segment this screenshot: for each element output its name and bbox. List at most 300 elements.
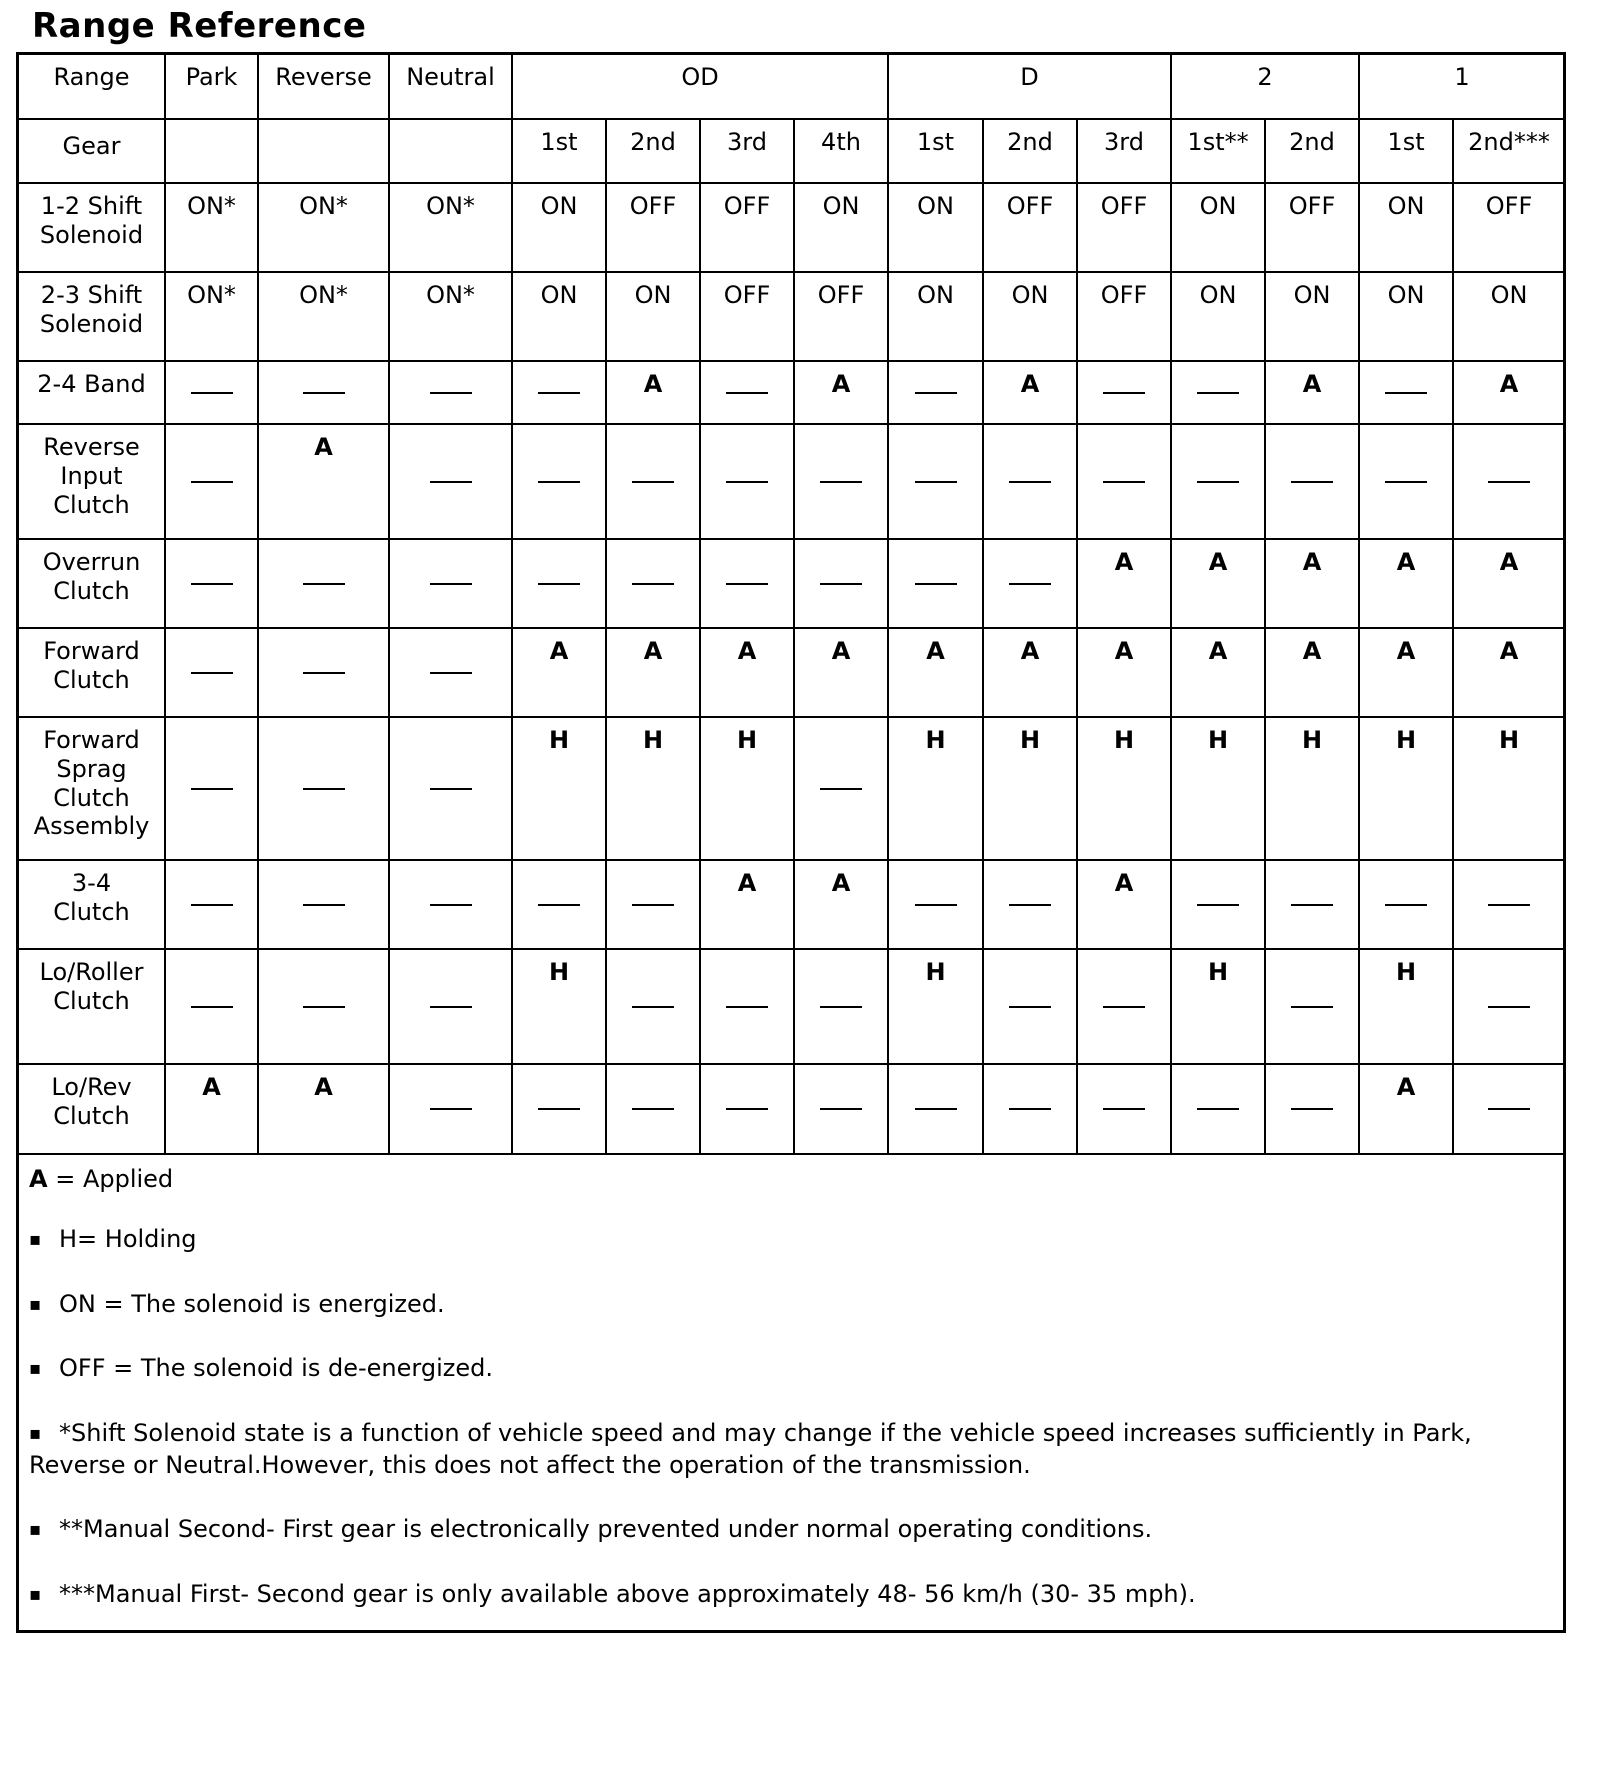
table-cell bbox=[389, 1064, 512, 1154]
table-cell bbox=[1265, 183, 1359, 272]
table-cell bbox=[983, 424, 1077, 539]
row-label: Reverse Input Clutch bbox=[19, 424, 165, 539]
table-cell bbox=[258, 1064, 389, 1154]
dash-wrap bbox=[1266, 425, 1358, 538]
dash-wrap bbox=[1078, 425, 1170, 538]
table-cell bbox=[512, 717, 606, 860]
cell-value: A bbox=[1396, 637, 1416, 665]
dash-wrap bbox=[166, 425, 257, 538]
cell-value: H bbox=[1207, 726, 1229, 754]
table-cell bbox=[389, 361, 512, 424]
dash-mark bbox=[538, 583, 580, 585]
dash-wrap bbox=[795, 425, 887, 538]
table-cell bbox=[258, 272, 389, 361]
table-cell bbox=[1265, 949, 1359, 1064]
gear-label: Gear bbox=[19, 119, 165, 183]
row-label: Overrun Clutch bbox=[19, 539, 165, 628]
table-cell bbox=[512, 1064, 606, 1154]
dash-wrap bbox=[1266, 861, 1358, 948]
table-cell bbox=[700, 361, 794, 424]
dash-mark bbox=[820, 481, 862, 483]
dash-mark bbox=[915, 1108, 957, 1110]
dash-mark bbox=[1291, 1108, 1333, 1110]
table-cell bbox=[1453, 860, 1564, 949]
dash-mark bbox=[538, 904, 580, 906]
dash-mark bbox=[1009, 1108, 1051, 1110]
table-cell bbox=[165, 424, 258, 539]
row-label: Forward Clutch bbox=[19, 628, 165, 717]
table-cell bbox=[1171, 1064, 1265, 1154]
legend-item bbox=[29, 1578, 1553, 1610]
gear-header-text: 1st bbox=[540, 128, 578, 156]
range-header-cell: 1 bbox=[1359, 55, 1564, 119]
cell-value: H bbox=[1113, 726, 1135, 754]
gear-header-text: 2nd*** bbox=[1468, 128, 1550, 156]
dash-mark bbox=[303, 788, 345, 790]
cell-value: A bbox=[1499, 637, 1519, 665]
dash-mark bbox=[820, 1006, 862, 1008]
table-cell bbox=[1359, 183, 1453, 272]
cell-value: OFF bbox=[1288, 192, 1336, 220]
cell-value: A bbox=[1396, 1073, 1416, 1101]
dash-mark bbox=[726, 583, 768, 585]
table-row bbox=[19, 1064, 1564, 1154]
dash-wrap bbox=[1454, 950, 1564, 1063]
gear-header-cell bbox=[165, 119, 258, 183]
gear-header-text: 1st bbox=[1387, 128, 1425, 156]
cell-value: H bbox=[642, 726, 664, 754]
dash-mark bbox=[915, 583, 957, 585]
table-cell bbox=[606, 1064, 700, 1154]
legend-item-text: H= Holding bbox=[59, 1225, 197, 1254]
legend-item bbox=[29, 1513, 1553, 1545]
table-cell bbox=[1453, 949, 1564, 1064]
legend-applied-text: = Applied bbox=[47, 1165, 174, 1193]
dash-wrap bbox=[390, 362, 511, 423]
dash-mark bbox=[430, 788, 472, 790]
cell-value: H bbox=[1019, 726, 1041, 754]
table-cell bbox=[1359, 628, 1453, 717]
cell-value: H bbox=[1498, 726, 1520, 754]
table-cell bbox=[512, 949, 606, 1064]
dash-mark bbox=[430, 1006, 472, 1008]
dash-wrap bbox=[513, 540, 605, 627]
table-cell bbox=[512, 361, 606, 424]
cell-value: ON* bbox=[299, 192, 348, 220]
table-row bbox=[19, 628, 1564, 717]
dash-mark bbox=[191, 788, 233, 790]
table-cell bbox=[606, 628, 700, 717]
dash-mark bbox=[538, 392, 580, 394]
dash-wrap bbox=[166, 362, 257, 423]
dash-wrap bbox=[1078, 362, 1170, 423]
dash-mark bbox=[191, 481, 233, 483]
table-cell bbox=[700, 949, 794, 1064]
table-cell bbox=[1171, 183, 1265, 272]
cell-value: ON bbox=[1199, 192, 1237, 220]
table-cell bbox=[165, 361, 258, 424]
cell-value: ON* bbox=[299, 281, 348, 309]
cell-value: ON bbox=[822, 192, 860, 220]
table-cell bbox=[389, 949, 512, 1064]
table-cell bbox=[1359, 272, 1453, 361]
table-cell bbox=[794, 272, 888, 361]
row-label: Lo/Rev Clutch bbox=[19, 1064, 165, 1154]
dash-mark bbox=[1385, 392, 1427, 394]
dash-wrap bbox=[166, 861, 257, 948]
cell-value: H bbox=[925, 726, 946, 754]
dash-mark bbox=[1197, 481, 1239, 483]
table-cell bbox=[165, 717, 258, 860]
cell-value: ON bbox=[1387, 281, 1425, 309]
table-cell bbox=[1171, 949, 1265, 1064]
table-cell bbox=[258, 361, 389, 424]
table-cell bbox=[258, 949, 389, 1064]
table-cell bbox=[606, 717, 700, 860]
dash-wrap bbox=[166, 629, 257, 716]
cell-value: A bbox=[926, 637, 945, 665]
table-cell bbox=[389, 628, 512, 717]
table-body bbox=[19, 55, 1564, 1154]
table-cell bbox=[389, 860, 512, 949]
dash-wrap bbox=[1454, 425, 1564, 538]
cell-value: OFF bbox=[1100, 281, 1148, 309]
cell-value: ON bbox=[540, 281, 578, 309]
dash-mark bbox=[1009, 1006, 1051, 1008]
bullet-icon: ▪ bbox=[29, 1422, 42, 1444]
legend-item bbox=[29, 1352, 1553, 1384]
table-cell bbox=[1265, 539, 1359, 628]
cell-value: A bbox=[643, 370, 663, 398]
page-title: Range Reference bbox=[32, 6, 367, 46]
table-cell bbox=[1453, 361, 1564, 424]
dash-wrap bbox=[984, 1065, 1076, 1153]
dash-mark bbox=[1488, 1006, 1530, 1008]
dash-wrap bbox=[259, 718, 388, 859]
gear-header-text: 4th bbox=[821, 128, 861, 156]
cell-value: OFF bbox=[817, 281, 865, 309]
table-cell bbox=[258, 539, 389, 628]
dash-mark bbox=[1009, 904, 1051, 906]
dash-mark bbox=[1009, 481, 1051, 483]
header-row-range bbox=[19, 55, 1564, 119]
table-cell bbox=[1453, 272, 1564, 361]
dash-wrap bbox=[390, 950, 511, 1063]
dash-wrap bbox=[259, 861, 388, 948]
table-cell bbox=[1265, 860, 1359, 949]
dash-wrap bbox=[984, 425, 1076, 538]
table-cell bbox=[1077, 361, 1171, 424]
dash-wrap bbox=[1454, 1065, 1564, 1153]
table-cell bbox=[606, 183, 700, 272]
dash-wrap bbox=[889, 540, 982, 627]
table-cell bbox=[888, 183, 983, 272]
cell-value: ON bbox=[540, 192, 578, 220]
cell-value: A bbox=[1114, 869, 1134, 897]
dash-wrap bbox=[1172, 362, 1264, 423]
dash-mark bbox=[303, 672, 345, 674]
dash-wrap bbox=[889, 425, 982, 538]
dash-mark bbox=[1385, 481, 1427, 483]
cell-value: A bbox=[1114, 548, 1134, 576]
table-cell bbox=[700, 1064, 794, 1154]
cell-value: A bbox=[1499, 370, 1519, 398]
table-cell bbox=[1171, 717, 1265, 860]
dash-wrap bbox=[795, 540, 887, 627]
cell-value: H bbox=[548, 958, 570, 986]
cell-value: ON* bbox=[187, 281, 236, 309]
dash-mark bbox=[632, 1108, 674, 1110]
dash-mark bbox=[726, 1108, 768, 1110]
dash-wrap bbox=[1172, 861, 1264, 948]
table-cell bbox=[983, 361, 1077, 424]
table-cell bbox=[1359, 949, 1453, 1064]
dash-mark bbox=[1103, 481, 1145, 483]
cell-value: A bbox=[1114, 637, 1134, 665]
row-label: 3-4 Clutch bbox=[19, 860, 165, 949]
gear-header-text: 2nd bbox=[1289, 128, 1335, 156]
row-label: Forward Sprag Clutch Assembly bbox=[19, 717, 165, 860]
dash-wrap bbox=[390, 861, 511, 948]
table-cell bbox=[983, 628, 1077, 717]
legend-item bbox=[29, 1288, 1553, 1320]
dash-wrap bbox=[1360, 861, 1452, 948]
dash-wrap bbox=[1360, 362, 1452, 423]
cell-value: ON bbox=[1387, 192, 1425, 220]
gear-header-cell bbox=[1077, 119, 1171, 183]
cell-value: A bbox=[1302, 370, 1322, 398]
table-cell bbox=[794, 860, 888, 949]
row-label: 2-3 Shift Solenoid bbox=[19, 272, 165, 361]
table-cell bbox=[165, 628, 258, 717]
table-cell bbox=[1359, 860, 1453, 949]
dash-mark bbox=[191, 583, 233, 585]
gear-header-cell bbox=[700, 119, 794, 183]
dash-mark bbox=[191, 392, 233, 394]
cell-value: ON bbox=[1490, 281, 1528, 309]
table-cell bbox=[1077, 717, 1171, 860]
dash-mark bbox=[1488, 904, 1530, 906]
dash-wrap bbox=[1078, 1065, 1170, 1153]
dash-mark bbox=[430, 1108, 472, 1110]
table-cell bbox=[700, 539, 794, 628]
bullet-icon: ▪ bbox=[29, 1519, 42, 1541]
table-cell bbox=[983, 539, 1077, 628]
table-cell bbox=[1453, 539, 1564, 628]
table-cell bbox=[258, 717, 389, 860]
table-cell bbox=[700, 717, 794, 860]
dash-wrap bbox=[984, 540, 1076, 627]
row-label: 2-4 Band bbox=[19, 361, 165, 424]
dash-mark bbox=[820, 583, 862, 585]
cell-value: OFF bbox=[723, 281, 771, 309]
legend-applied-key: A bbox=[29, 1165, 48, 1193]
dash-mark bbox=[632, 1006, 674, 1008]
table-cell bbox=[983, 860, 1077, 949]
table-cell bbox=[888, 361, 983, 424]
dash-mark bbox=[191, 1006, 233, 1008]
cell-value: A bbox=[831, 869, 851, 897]
legend-items bbox=[29, 1223, 1553, 1610]
cell-value: A bbox=[1020, 370, 1040, 398]
table-cell bbox=[794, 539, 888, 628]
table-cell bbox=[606, 949, 700, 1064]
legend-item bbox=[29, 1417, 1553, 1482]
dash-wrap bbox=[166, 718, 257, 859]
dash-wrap bbox=[607, 861, 699, 948]
table-row bbox=[19, 424, 1564, 539]
gear-header-text: 1st bbox=[916, 128, 955, 156]
dash-wrap bbox=[984, 950, 1076, 1063]
dash-wrap bbox=[889, 362, 982, 423]
table-cell bbox=[794, 183, 888, 272]
dash-wrap bbox=[1172, 425, 1264, 538]
cell-value: A bbox=[1302, 637, 1322, 665]
dash-mark bbox=[303, 1006, 345, 1008]
table-cell bbox=[1359, 717, 1453, 860]
table-cell bbox=[389, 424, 512, 539]
dash-mark bbox=[1291, 904, 1333, 906]
table-cell bbox=[700, 628, 794, 717]
range-header-cell: Reverse bbox=[258, 55, 389, 119]
gear-header-cell bbox=[1359, 119, 1453, 183]
legend-item-text: OFF = The solenoid is de-energized. bbox=[59, 1354, 493, 1383]
dash-mark bbox=[726, 481, 768, 483]
cell-value: H bbox=[1207, 958, 1229, 986]
table-cell bbox=[794, 361, 888, 424]
table-row bbox=[19, 860, 1564, 949]
dash-wrap bbox=[513, 1065, 605, 1153]
table-cell bbox=[1453, 183, 1564, 272]
dash-mark bbox=[1385, 904, 1427, 906]
dash-mark bbox=[538, 1108, 580, 1110]
range-header-cell: D bbox=[888, 55, 1171, 119]
cell-value: A bbox=[549, 637, 569, 665]
table-cell bbox=[983, 272, 1077, 361]
gear-header-cell bbox=[1171, 119, 1265, 183]
cell-value: A bbox=[1302, 548, 1322, 576]
dash-mark bbox=[430, 583, 472, 585]
table-cell bbox=[888, 272, 983, 361]
dash-wrap bbox=[889, 1065, 982, 1153]
table-cell bbox=[1453, 628, 1564, 717]
cell-value: A bbox=[831, 370, 851, 398]
cell-value: OFF bbox=[1006, 192, 1054, 220]
dash-mark bbox=[632, 904, 674, 906]
table-cell bbox=[165, 539, 258, 628]
dash-mark bbox=[632, 481, 674, 483]
range-header-cell: 2 bbox=[1171, 55, 1359, 119]
table-cell bbox=[512, 272, 606, 361]
legend-applied bbox=[29, 1163, 1553, 1195]
dash-wrap bbox=[889, 861, 982, 948]
dash-wrap bbox=[607, 1065, 699, 1153]
table-cell bbox=[983, 949, 1077, 1064]
table-cell bbox=[700, 860, 794, 949]
table-cell bbox=[1265, 717, 1359, 860]
cell-value: A bbox=[643, 637, 663, 665]
dash-wrap bbox=[701, 540, 793, 627]
dash-wrap bbox=[701, 425, 793, 538]
table-row bbox=[19, 949, 1564, 1064]
gear-header-text: 2nd bbox=[1007, 128, 1053, 156]
table-cell bbox=[1453, 717, 1564, 860]
table-cell bbox=[1265, 1064, 1359, 1154]
dash-wrap bbox=[513, 362, 605, 423]
table-cell bbox=[1359, 424, 1453, 539]
table-row bbox=[19, 539, 1564, 628]
table-cell bbox=[700, 272, 794, 361]
table-cell bbox=[1077, 272, 1171, 361]
dash-wrap bbox=[701, 950, 793, 1063]
range-header-cell: OD bbox=[512, 55, 888, 119]
table-cell bbox=[1359, 1064, 1453, 1154]
dash-mark bbox=[303, 392, 345, 394]
table-cell bbox=[165, 183, 258, 272]
table-cell bbox=[258, 628, 389, 717]
table-cell bbox=[888, 628, 983, 717]
cell-value: ON bbox=[917, 281, 954, 309]
dash-mark bbox=[303, 904, 345, 906]
dash-wrap bbox=[390, 1065, 511, 1153]
legend-item-text: ***Manual First- Second gear is only available above approximately 48- 56 km/h (30- 35 mph). bbox=[59, 1579, 1196, 1608]
dash-mark bbox=[1291, 481, 1333, 483]
table-cell bbox=[1171, 424, 1265, 539]
gear-header-text: 3rd bbox=[727, 128, 767, 156]
dash-mark bbox=[1103, 1006, 1145, 1008]
dash-mark bbox=[820, 1108, 862, 1110]
dash-wrap bbox=[259, 950, 388, 1063]
table-cell bbox=[165, 272, 258, 361]
dash-wrap bbox=[390, 629, 511, 716]
table-cell bbox=[794, 424, 888, 539]
legend-item-text: ON = The solenoid is energized. bbox=[59, 1289, 445, 1318]
table-cell bbox=[983, 1064, 1077, 1154]
cell-value: A bbox=[1020, 637, 1040, 665]
cell-value: ON* bbox=[187, 192, 236, 220]
dash-wrap bbox=[259, 362, 388, 423]
table-cell bbox=[1077, 1064, 1171, 1154]
dash-mark bbox=[430, 481, 472, 483]
dash-mark bbox=[820, 788, 862, 790]
cell-value: H bbox=[548, 726, 570, 754]
table-cell bbox=[1359, 361, 1453, 424]
legend-item-text: *Shift Solenoid state is a function of vehicle speed and may change if the vehicle speed increases sufficiently in Park, Reverse or Neutral.However, this does not affect the operation of the transmission. bbox=[29, 1418, 1472, 1479]
table-cell bbox=[1265, 628, 1359, 717]
table-cell bbox=[1077, 183, 1171, 272]
table-cell bbox=[700, 183, 794, 272]
row-label: Lo/Roller Clutch bbox=[19, 949, 165, 1064]
table-cell bbox=[512, 628, 606, 717]
dash-mark bbox=[1197, 1108, 1239, 1110]
range-header-cell: Park bbox=[165, 55, 258, 119]
table-cell bbox=[1077, 628, 1171, 717]
table-row bbox=[19, 361, 1564, 424]
gear-header-cell bbox=[983, 119, 1077, 183]
cell-value: H bbox=[1395, 958, 1417, 986]
table-cell bbox=[794, 949, 888, 1064]
cell-value: OFF bbox=[1485, 192, 1533, 220]
range-reference-table-frame bbox=[16, 52, 1566, 1633]
dash-mark bbox=[1197, 392, 1239, 394]
dash-wrap bbox=[390, 540, 511, 627]
dash-wrap bbox=[607, 425, 699, 538]
table-cell bbox=[1453, 424, 1564, 539]
range-label: Range bbox=[19, 55, 165, 119]
table-cell bbox=[1171, 539, 1265, 628]
gear-header-cell bbox=[794, 119, 888, 183]
dash-wrap bbox=[1078, 950, 1170, 1063]
